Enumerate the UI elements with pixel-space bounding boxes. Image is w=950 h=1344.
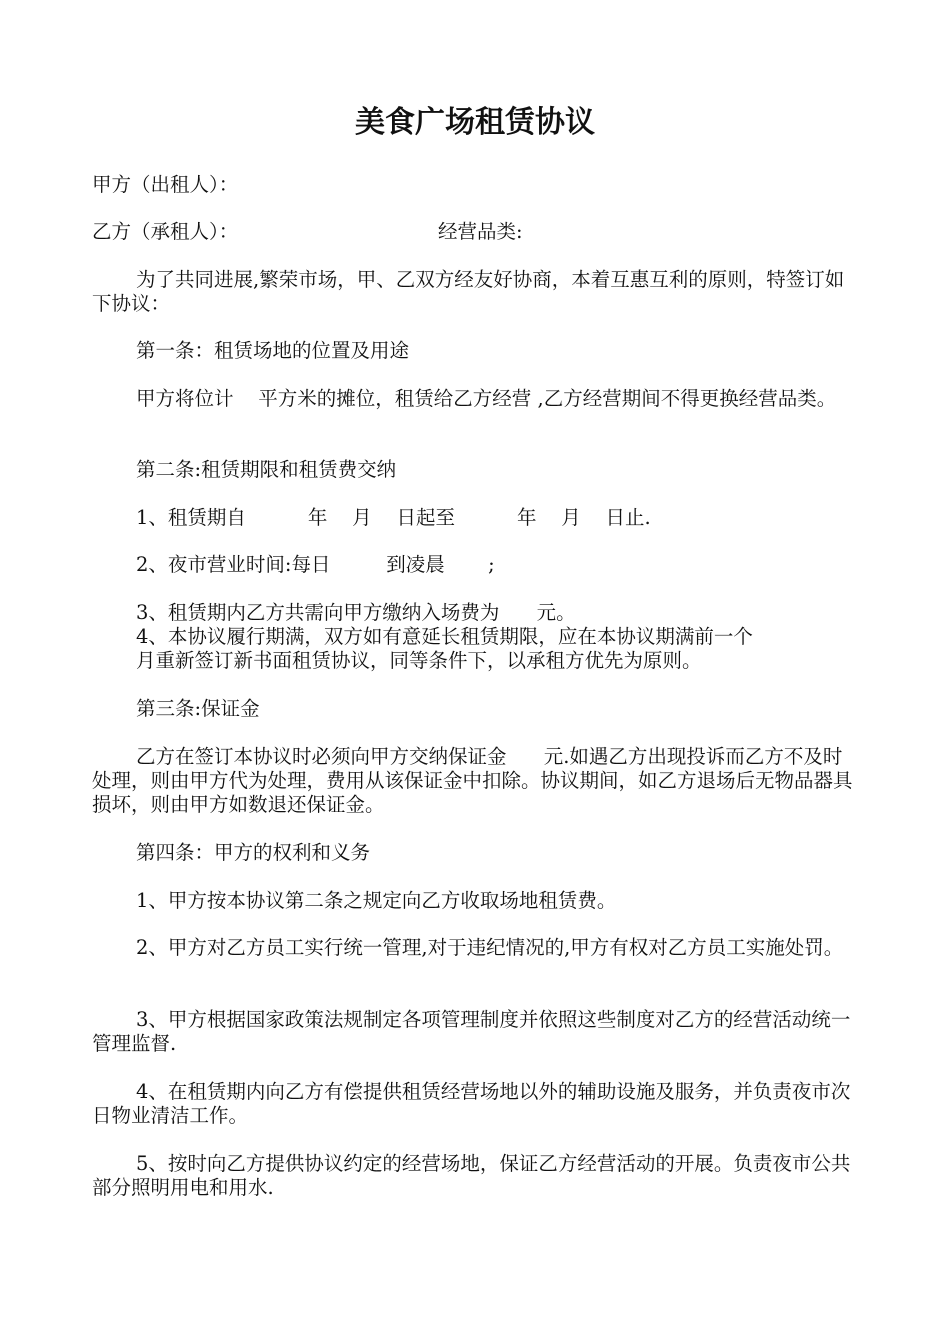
party-b-label: 乙方（承租人）：	[92, 220, 239, 243]
document-title: 美食广场租赁协议	[355, 105, 595, 140]
article-2-item-2: 2、夜市营业时间:每日 到凌晨 ;	[136, 553, 495, 576]
business-category-label: 经营品类:	[438, 220, 523, 243]
article-4-item-4: 4、在租赁期内向乙方有偿提供租赁经营场地以外的辅助设施及服务，并负责夜市次日物业清洁工作。	[92, 1080, 851, 1127]
article-2-item-1: 1、租赁期自 年 月 日起至 年 月 日止.	[136, 506, 651, 529]
article-4-item-5: 5、按时向乙方提供协议约定的经营场地，保证乙方经营活动的开展。负责夜市公共部分照明用电和用水.	[92, 1152, 851, 1199]
article-4-heading: 第四条：甲方的权利和义务	[136, 841, 371, 864]
article-1-body: 甲方将位计 平方米的摊位，租赁给乙方经营 ,乙方经营期间不得更换经营品类。	[136, 387, 837, 410]
article-2-heading: 第二条:租赁期限和租赁费交纳	[136, 458, 397, 481]
article-2-item-4-line-2: 月重新签订新书面租赁协议，同等条件下，以承租方优先为原则。	[136, 649, 702, 672]
article-2-item-4-line-1: 4、本协议履行期满，双方如有意延长租赁期限，应在本协议期满前一个	[136, 625, 753, 648]
article-4-item-3: 3、甲方根据国家政策法规制定各项管理制度并依照这些制度对乙方的经营活动统一管理监督.	[92, 1008, 851, 1055]
article-3-body: 乙方在签订本协议时必须向甲方交纳保证金 元.如遇乙方出现投诉而乙方不及时处理，则由甲方代为处理，费用从该保证金中扣除。协议期间，如乙方退场后无物品器具损坏，则由甲方如数退还保证金。	[92, 745, 853, 816]
intro-paragraph: 为了共同进展,繁荣市场，甲、乙双方经友好协商，本着互惠互利的原则，特签订如下协议：	[92, 268, 845, 315]
article-2-item-3: 3、租赁期内乙方共需向甲方缴纳入场费为 元。	[136, 601, 576, 624]
article-3-heading: 第三条:保证金	[136, 697, 260, 720]
article-4-item-2: 2、甲方对乙方员工实行统一管理,对于违纪情况的,甲方有权对乙方员工实施处罚。	[136, 936, 844, 959]
article-4-item-1: 1、甲方按本协议第二条之规定向乙方收取场地租赁费。	[136, 889, 617, 912]
party-a-label: 甲方（出租人）：	[92, 173, 239, 196]
article-1-heading: 第一条：租赁场地的位置及用途	[136, 339, 410, 362]
